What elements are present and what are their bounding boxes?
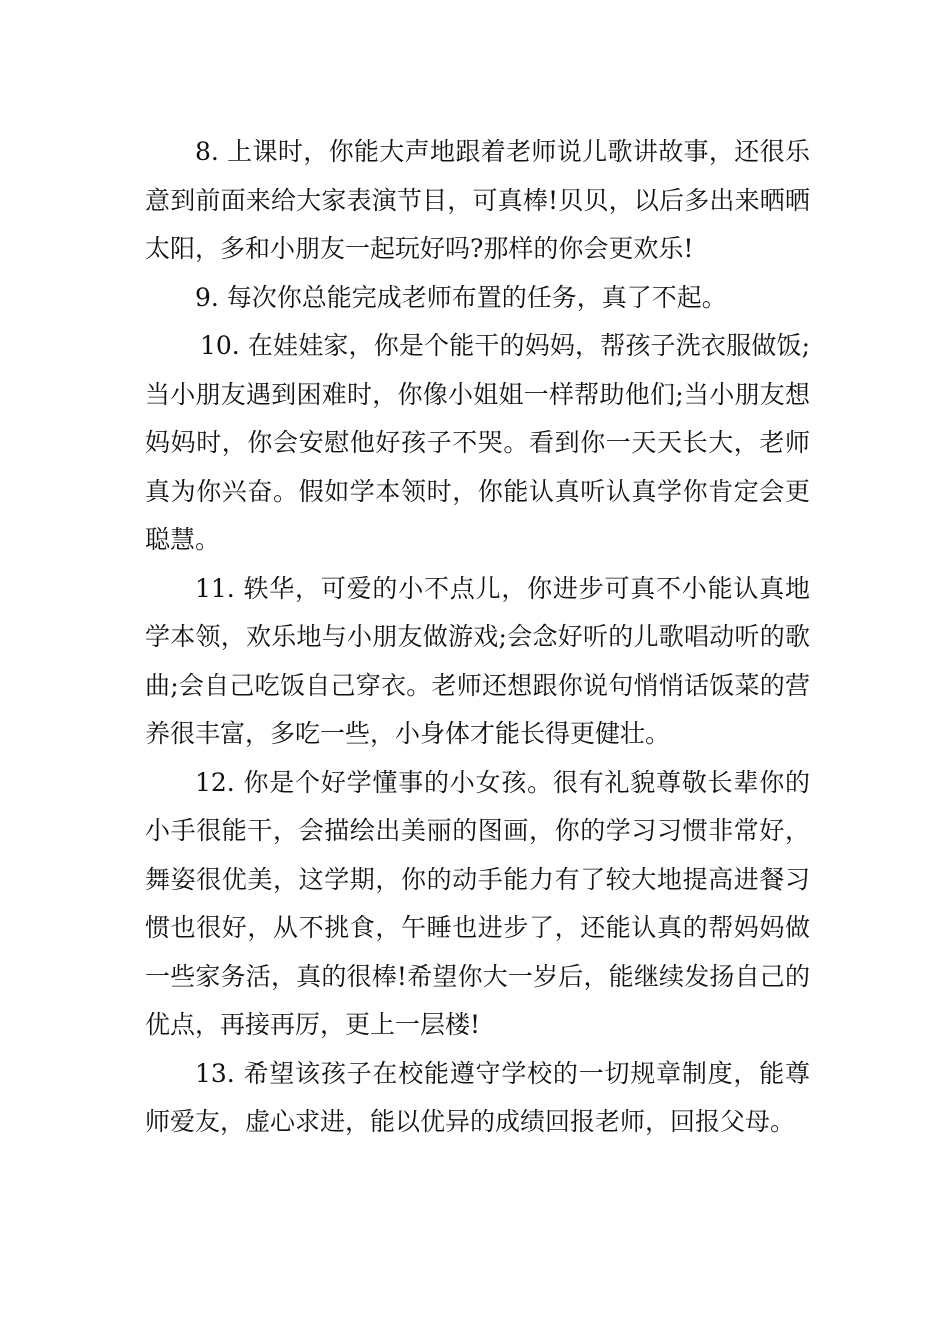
document-body [145, 128, 810, 1147]
paragraph-9: 9. 每次你总能完成老师布置的任务，真了不起。 [195, 282, 727, 312]
paragraph-10: 10. 在娃娃家，你是个能干的妈妈，帮孩子洗衣服做饭;当小朋友遇到困难时，你像小姐姐一样帮助他们;当小朋友想妈妈时，你会安慰他好孩子不哭。看到你一天天长大，老师真为你兴奋。假如学本领时，你能认真听认真学你肯定会更聪慧。 [145, 331, 810, 554]
paragraph-12: 12. 你是个好学懂事的小女孩。很有礼貌尊敬长辈你的小手很能干，会描绘出美丽的图画，你的学习习惯非常好，舞姿很优美，这学期，你的动手能力有了较大地提高进餐习惯也很好，从不挑食，午睡也进步了，还能认真的帮妈妈做一些家务活，真的很棒!希望你大一岁后，能继续发扬自己的优点，再接再厉，更上一层楼! [145, 767, 810, 1039]
paragraph-13: 13. 希望该孩子在校能遵守学校的一切规章制度，能尊师爱友，虚心求进，能以优异的成绩回报老师，回报父母。 [145, 1058, 810, 1136]
paragraph-11: 11. 轶华，可爱的小不点儿，你进步可真不小能认真地学本领，欢乐地与小朋友做游戏;会念好听的儿歌唱动听的歌曲;会自己吃饭自己穿衣。老师还想跟你说句悄悄话饭菜的营养很丰富，多吃一些，小身体才能长得更健壮。 [145, 573, 810, 748]
paragraph-8: 8. 上课时，你能大声地跟着老师说儿歌讲故事，还很乐意到前面来给大家表演节目，可真棒!贝贝，以后多出来晒晒太阳，多和小朋友一起玩好吗?那样的你会更欢乐! [145, 137, 810, 263]
